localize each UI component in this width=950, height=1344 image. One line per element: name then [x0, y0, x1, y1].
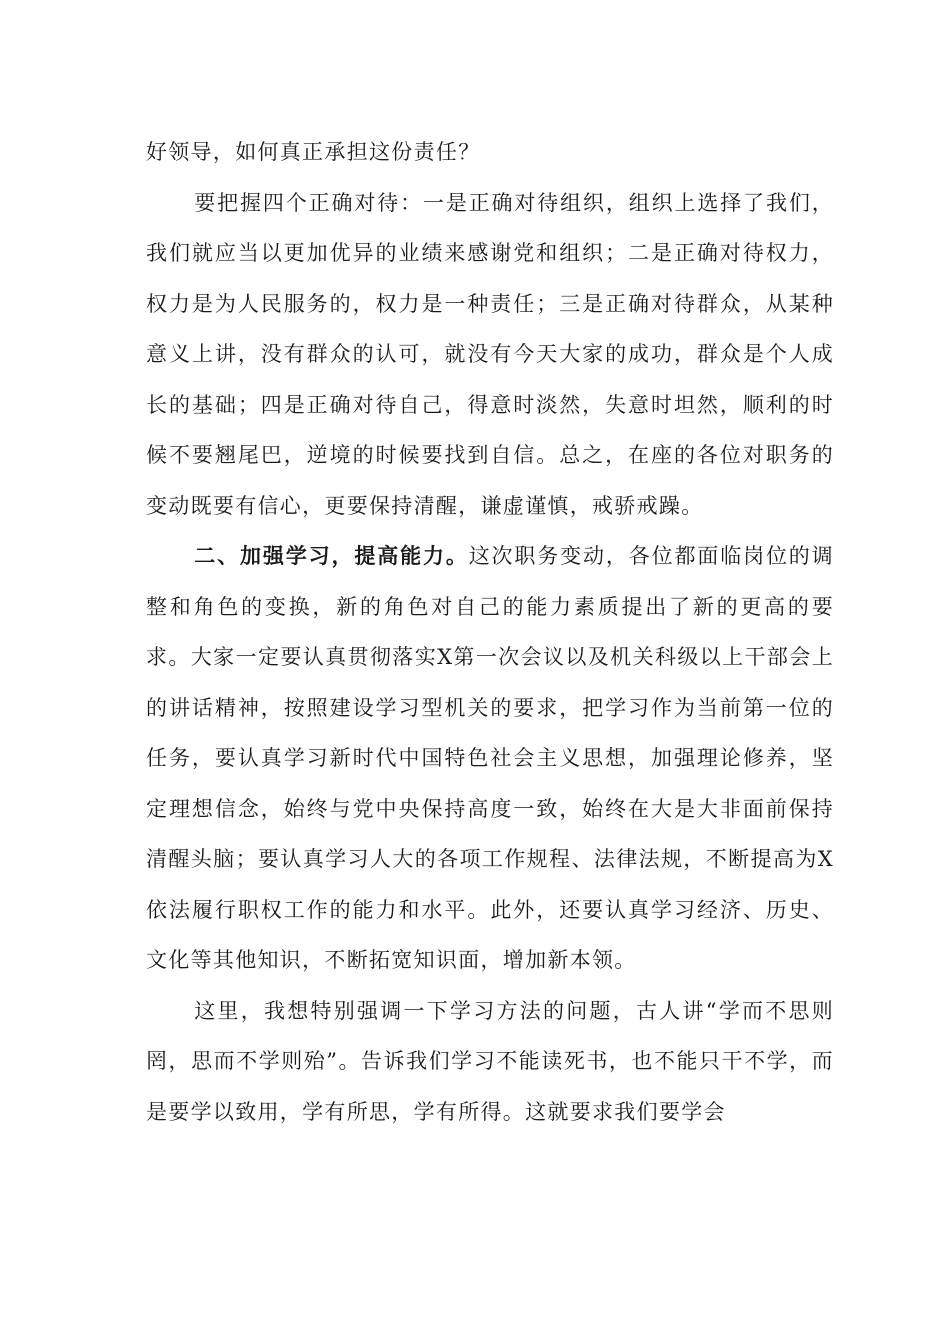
body-text [146, 127, 834, 1137]
paragraph-2 [146, 178, 834, 532]
paragraph-3 [146, 531, 834, 986]
paragraph-3-text: 这次职务变动，各位都面临岗位的调整和角色的变换，新的角色对自己的能力素质提出了新的更高的要求。大家一定要认真贯彻落实X第一次会议以及机关科级以上干部会上的讲话精神，按照建设学习型机关的要求，把学习作为当前第一位的任务，要认真学习新时代中国特色社会主义思想，加强理论修养，坚定理想信念，始终与党中央保持高度一致，始终在大是大非面前保持清醒头脑；要认真学习人大的各项工作规程、法律法规，不断提高为X依法履行职权工作的能力和水平。此外，还要认真学习经济、历史、文化等其他知识，不断拓宽知识面，增加新本领。 [146, 544, 834, 972]
paragraph-4 [146, 986, 834, 1138]
paragraph-1 [146, 127, 834, 178]
paragraph-4-text: 这里，我想特别强调一下学习方法的问题，古人讲“学而不思则罔，思而不学则殆”。告诉我们学习不能读死书，也不能只干不学，而是要学以致用，学有所思，学有所得。这就要求我们要学会 [146, 998, 834, 1124]
section-heading-inline: 二、加强学习，提高能力。 [194, 543, 469, 568]
paragraph-2-text: 要把握四个正确对待：一是正确对待组织，组织上选择了我们，我们就应当以更加优异的业绩来感谢党和组织；二是正确对待权力，权力是为人民服务的，权力是一种责任；三是正确对待群众，从某种意义上讲，没有群众的认可，就没有今天大家的成功，群众是个人成长的基础；四是正确对待自己，得意时淡然，失意时坦然，顺利的时候不要翘尾巴，逆境的时候要找到自信。总之，在座的各位对职务的变动既要有信心，更要保持清醒，谦虚谨慎，戒骄戒躁。 [146, 190, 834, 518]
paragraph-1-text: 好领导，如何真正承担这份责任？ [146, 140, 481, 164]
